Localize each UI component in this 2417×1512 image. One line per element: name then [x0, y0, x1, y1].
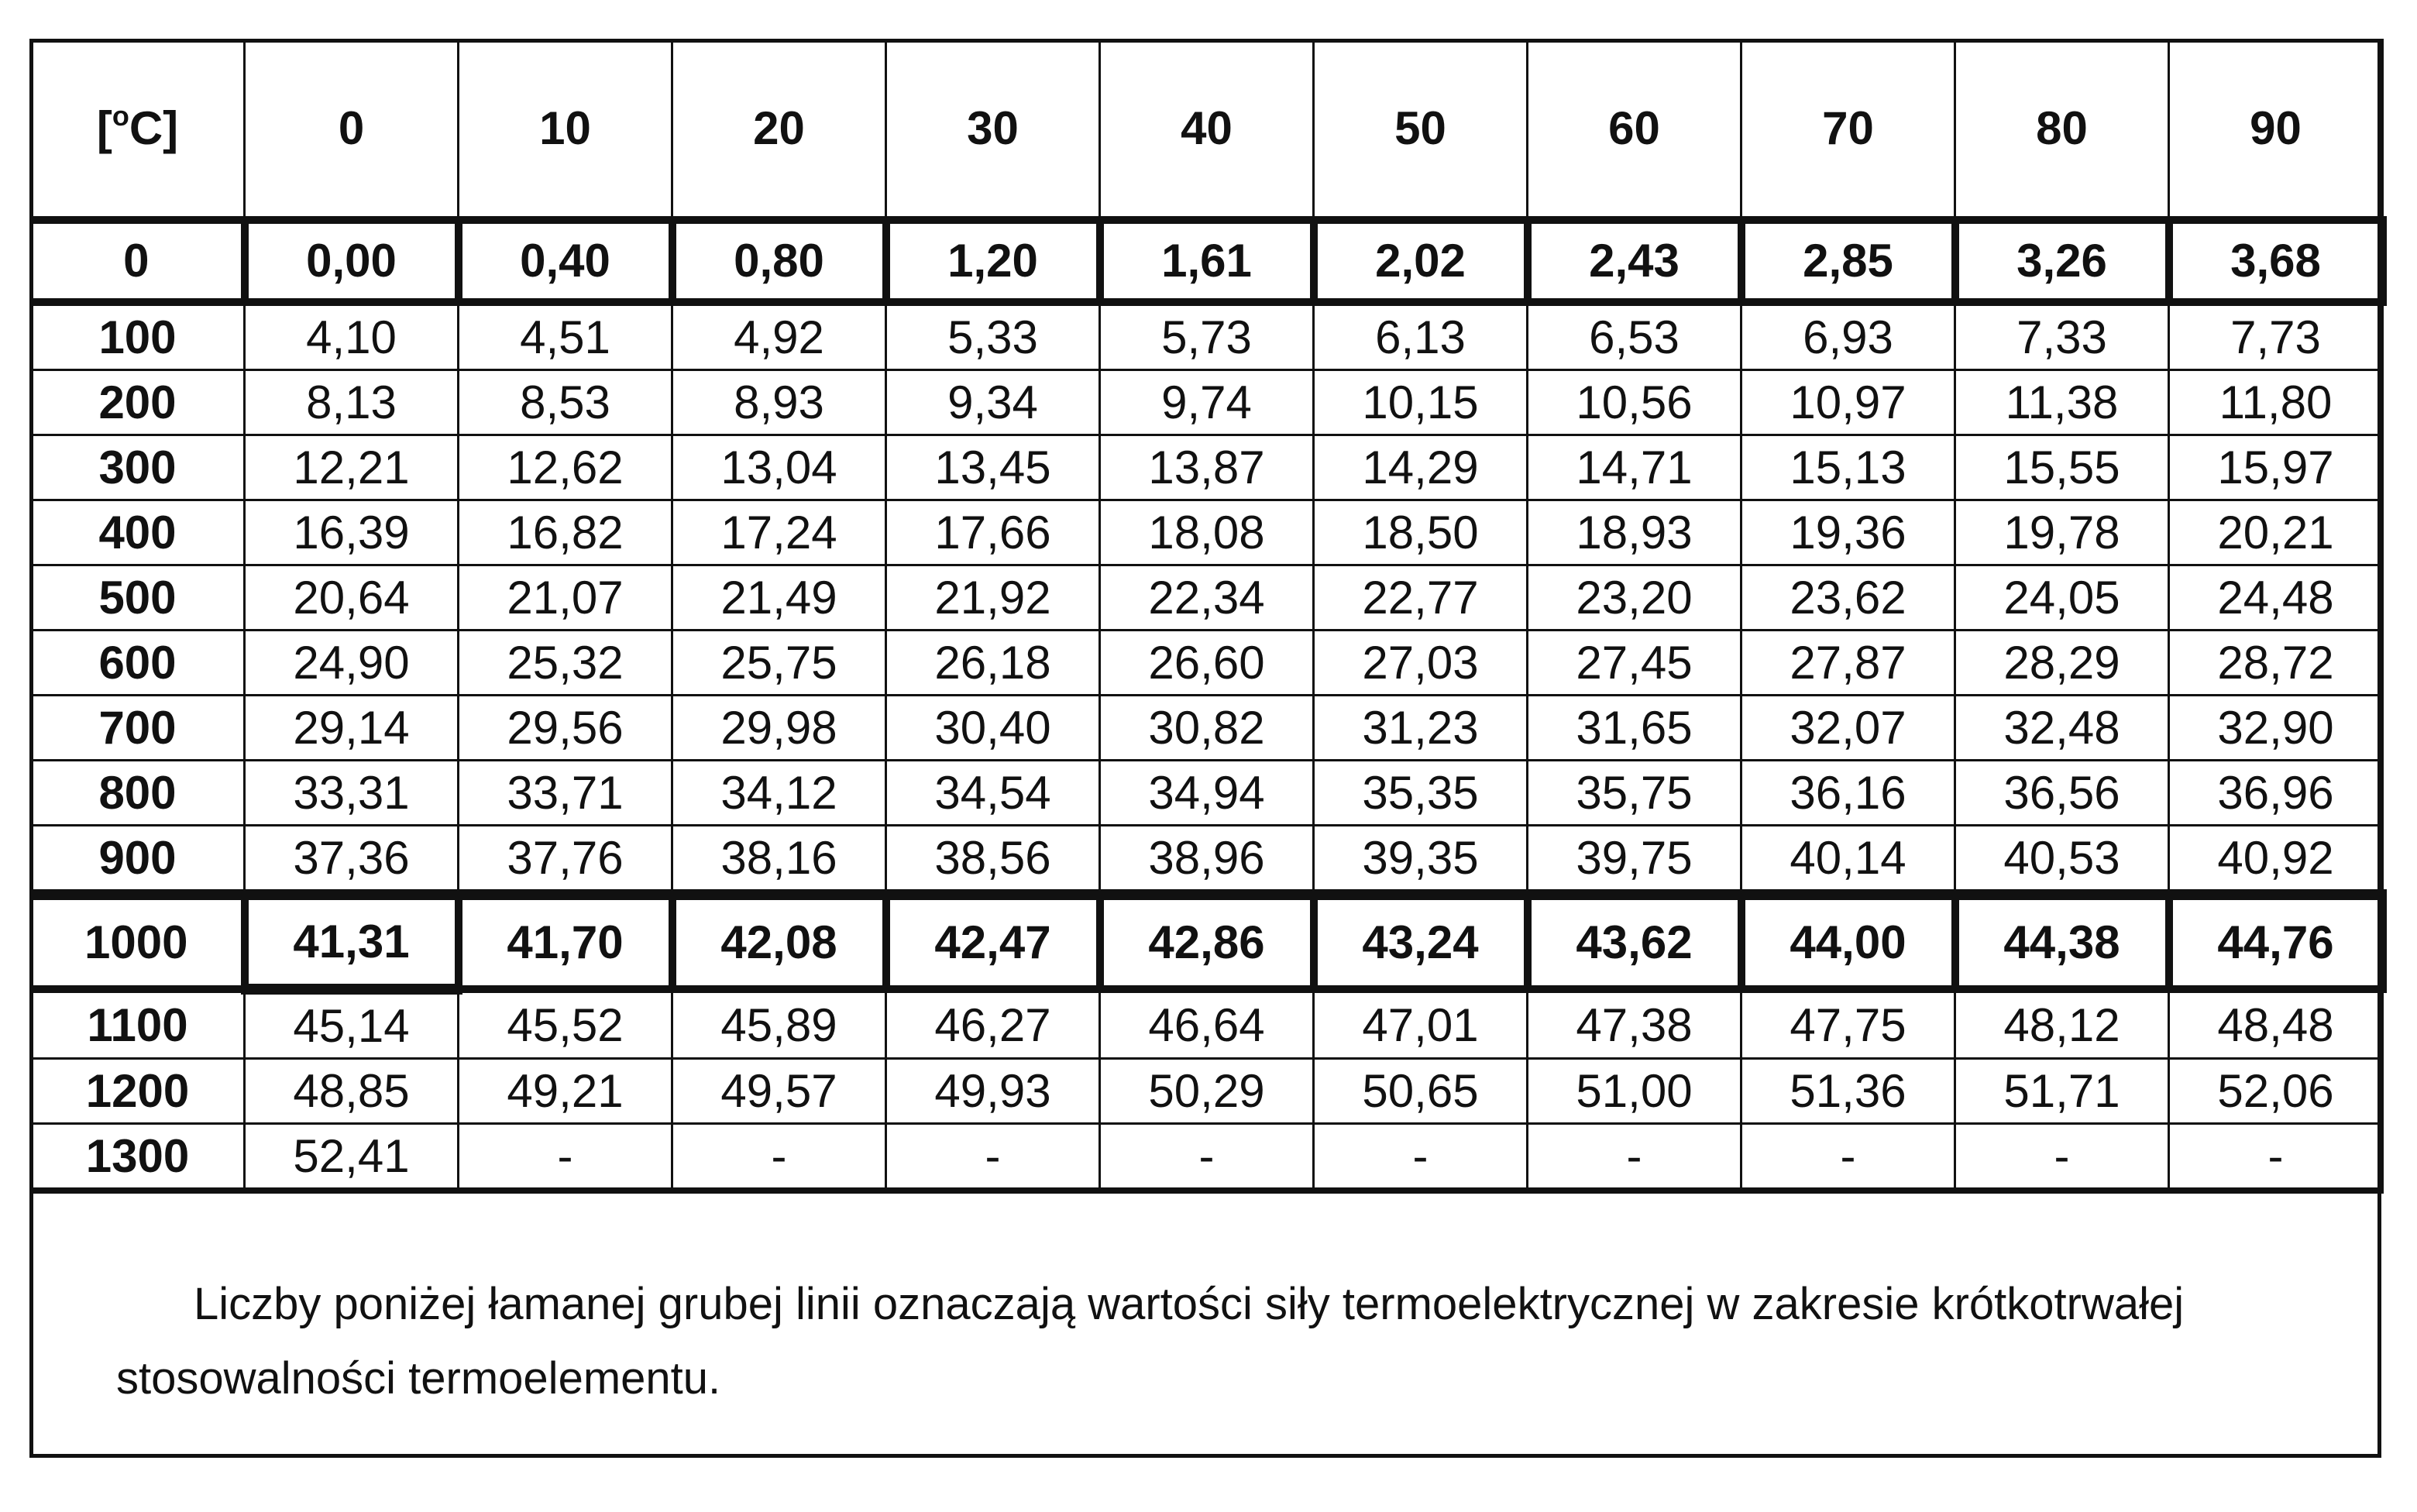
column-header: 20: [672, 40, 886, 221]
column-header: 80: [1955, 40, 2169, 221]
table-row: [31, 370, 2383, 435]
value-cell: 37,76: [459, 826, 672, 895]
table-row: [31, 435, 2383, 500]
value-cell: 44,38: [1955, 895, 2169, 989]
value-cell: 22,34: [1100, 565, 1314, 631]
value-cell: 18,93: [1528, 500, 1741, 565]
value-cell: 47,75: [1741, 989, 1955, 1059]
thermocouple-emf-table: [29, 39, 2387, 1194]
value-cell: 3,26: [1955, 220, 2169, 302]
value-cell: 8,93: [672, 370, 886, 435]
value-cell: 47,38: [1528, 989, 1741, 1059]
value-cell: 41,70: [459, 895, 672, 989]
value-cell: 25,75: [672, 631, 886, 696]
value-cell: 51,36: [1741, 1059, 1955, 1124]
value-cell: 46,27: [886, 989, 1100, 1059]
table-row: [31, 302, 2383, 370]
value-cell: 33,71: [459, 761, 672, 826]
value-cell: 40,53: [1955, 826, 2169, 895]
value-cell: 22,77: [1314, 565, 1528, 631]
value-cell: 8,53: [459, 370, 672, 435]
value-cell: 29,98: [672, 696, 886, 761]
value-cell: 49,57: [672, 1059, 886, 1124]
value-cell: -: [672, 1124, 886, 1191]
value-cell: 48,85: [245, 1059, 459, 1124]
value-cell: 6,93: [1741, 302, 1955, 370]
value-cell: 6,13: [1314, 302, 1528, 370]
value-cell: 52,06: [2169, 1059, 2383, 1124]
column-header: 60: [1528, 40, 1741, 221]
table-row: [31, 696, 2383, 761]
value-cell: -: [1528, 1124, 1741, 1191]
value-cell: 26,18: [886, 631, 1100, 696]
value-cell: 30,40: [886, 696, 1100, 761]
value-cell: 36,16: [1741, 761, 1955, 826]
table-row: [31, 631, 2383, 696]
row-label: 300: [31, 435, 245, 500]
value-cell: 12,62: [459, 435, 672, 500]
value-cell: 29,14: [245, 696, 459, 761]
row-label: 1000: [31, 895, 245, 989]
value-cell: 2,85: [1741, 220, 1955, 302]
value-cell: 4,92: [672, 302, 886, 370]
value-cell: 43,24: [1314, 895, 1528, 989]
unit-prefix: [: [96, 102, 112, 154]
value-cell: 6,53: [1528, 302, 1741, 370]
value-cell: 45,89: [672, 989, 886, 1059]
value-cell: 13,45: [886, 435, 1100, 500]
value-cell: 48,48: [2169, 989, 2383, 1059]
value-cell: 7,33: [1955, 302, 2169, 370]
column-header: 40: [1100, 40, 1314, 221]
value-cell: 15,55: [1955, 435, 2169, 500]
value-cell: 50,29: [1100, 1059, 1314, 1124]
corner-unit-cell: [31, 40, 245, 221]
value-cell: 10,15: [1314, 370, 1528, 435]
value-cell: 20,64: [245, 565, 459, 631]
value-cell: 34,94: [1100, 761, 1314, 826]
value-cell: 5,33: [886, 302, 1100, 370]
value-cell: 20,21: [2169, 500, 2383, 565]
value-cell: 16,82: [459, 500, 672, 565]
column-header: 50: [1314, 40, 1528, 221]
column-header: 10: [459, 40, 672, 221]
value-cell: 40,14: [1741, 826, 1955, 895]
value-cell: 38,16: [672, 826, 886, 895]
value-cell: 36,96: [2169, 761, 2383, 826]
value-cell: 14,29: [1314, 435, 1528, 500]
value-cell: 2,43: [1528, 220, 1741, 302]
value-cell: -: [1100, 1124, 1314, 1191]
value-cell: 48,12: [1955, 989, 2169, 1059]
header-row: [31, 40, 2383, 221]
value-cell: 11,38: [1955, 370, 2169, 435]
value-cell: 34,54: [886, 761, 1100, 826]
table-row: [31, 220, 2383, 302]
value-cell: 19,36: [1741, 500, 1955, 565]
value-cell: 42,47: [886, 895, 1100, 989]
value-cell: 18,08: [1100, 500, 1314, 565]
value-cell: 32,90: [2169, 696, 2383, 761]
value-cell: 9,74: [1100, 370, 1314, 435]
footnote-text: [116, 1267, 2285, 1416]
value-cell: 44,76: [2169, 895, 2383, 989]
value-cell: 0,80: [672, 220, 886, 302]
value-cell: 42,08: [672, 895, 886, 989]
value-cell: 33,31: [245, 761, 459, 826]
value-cell: 35,35: [1314, 761, 1528, 826]
value-cell: 45,14: [245, 989, 459, 1059]
value-cell: -: [886, 1124, 1100, 1191]
value-cell: 46,64: [1100, 989, 1314, 1059]
value-cell: 37,36: [245, 826, 459, 895]
value-cell: 49,21: [459, 1059, 672, 1124]
value-cell: 31,23: [1314, 696, 1528, 761]
table-row: [31, 1124, 2383, 1191]
value-cell: 45,52: [459, 989, 672, 1059]
row-label: 900: [31, 826, 245, 895]
value-cell: 4,51: [459, 302, 672, 370]
value-cell: 1,61: [1100, 220, 1314, 302]
value-cell: 28,72: [2169, 631, 2383, 696]
row-label: 600: [31, 631, 245, 696]
value-cell: 27,45: [1528, 631, 1741, 696]
row-label: 100: [31, 302, 245, 370]
table-row: [31, 826, 2383, 895]
value-cell: 51,71: [1955, 1059, 2169, 1124]
value-cell: 38,96: [1100, 826, 1314, 895]
row-label: 200: [31, 370, 245, 435]
value-cell: 8,13: [245, 370, 459, 435]
row-label: 700: [31, 696, 245, 761]
value-cell: 24,05: [1955, 565, 2169, 631]
value-cell: 27,87: [1741, 631, 1955, 696]
value-cell: 10,97: [1741, 370, 1955, 435]
value-cell: 30,82: [1100, 696, 1314, 761]
value-cell: 43,62: [1528, 895, 1741, 989]
table-row: [31, 761, 2383, 826]
value-cell: 0,40: [459, 220, 672, 302]
value-cell: 15,13: [1741, 435, 1955, 500]
value-cell: 34,12: [672, 761, 886, 826]
row-label: 800: [31, 761, 245, 826]
column-header: 70: [1741, 40, 1955, 221]
value-cell: 52,41: [245, 1124, 459, 1191]
column-header: 0: [245, 40, 459, 221]
value-cell: 2,02: [1314, 220, 1528, 302]
value-cell: 19,78: [1955, 500, 2169, 565]
value-cell: 26,60: [1100, 631, 1314, 696]
value-cell: 35,75: [1528, 761, 1741, 826]
unit-degree-sup: o: [112, 100, 129, 132]
value-cell: 21,07: [459, 565, 672, 631]
unit-suffix: C]: [129, 102, 179, 154]
row-label: 1200: [31, 1059, 245, 1124]
value-cell: 23,62: [1741, 565, 1955, 631]
value-cell: -: [2169, 1124, 2383, 1191]
table-body: [31, 40, 2383, 1191]
value-cell: 7,73: [2169, 302, 2383, 370]
value-cell: 24,90: [245, 631, 459, 696]
value-cell: 16,39: [245, 500, 459, 565]
value-cell: 13,04: [672, 435, 886, 500]
value-cell: 24,48: [2169, 565, 2383, 631]
value-cell: 5,73: [1100, 302, 1314, 370]
value-cell: -: [459, 1124, 672, 1191]
column-header: 90: [2169, 40, 2383, 221]
value-cell: 21,92: [886, 565, 1100, 631]
table-row: [31, 500, 2383, 565]
value-cell: 27,03: [1314, 631, 1528, 696]
value-cell: 4,10: [245, 302, 459, 370]
value-cell: 9,34: [886, 370, 1100, 435]
value-cell: 36,56: [1955, 761, 2169, 826]
value-cell: -: [1314, 1124, 1528, 1191]
value-cell: 42,86: [1100, 895, 1314, 989]
value-cell: 18,50: [1314, 500, 1528, 565]
value-cell: 39,35: [1314, 826, 1528, 895]
table-row: [31, 895, 2383, 989]
value-cell: 28,29: [1955, 631, 2169, 696]
value-cell: 38,56: [886, 826, 1100, 895]
value-cell: 31,65: [1528, 696, 1741, 761]
value-cell: 32,07: [1741, 696, 1955, 761]
value-cell: 39,75: [1528, 826, 1741, 895]
value-cell: 0,00: [245, 220, 459, 302]
value-cell: 11,80: [2169, 370, 2383, 435]
footnote-body: Liczby poniżej łamanej grubej linii oznaczają wartości siły termoelektrycznej w zakresie krótkotrwałej stosowalności termoelementu.: [116, 1279, 2185, 1404]
value-cell: 15,97: [2169, 435, 2383, 500]
value-cell: 10,56: [1528, 370, 1741, 435]
value-cell: 1,20: [886, 220, 1100, 302]
value-cell: 17,24: [672, 500, 886, 565]
table-row: [31, 989, 2383, 1059]
value-cell: 14,71: [1528, 435, 1741, 500]
value-cell: -: [1955, 1124, 2169, 1191]
value-cell: 21,49: [672, 565, 886, 631]
row-label: 400: [31, 500, 245, 565]
value-cell: -: [1741, 1124, 1955, 1191]
table-row: [31, 565, 2383, 631]
value-cell: 25,32: [459, 631, 672, 696]
column-header: 30: [886, 40, 1100, 221]
value-cell: 13,87: [1100, 435, 1314, 500]
value-cell: 47,01: [1314, 989, 1528, 1059]
table-row: [31, 1059, 2383, 1124]
value-cell: 12,21: [245, 435, 459, 500]
row-label: 500: [31, 565, 245, 631]
value-cell: 32,48: [1955, 696, 2169, 761]
value-cell: 50,65: [1314, 1059, 1528, 1124]
value-cell: 17,66: [886, 500, 1100, 565]
row-label: 1100: [31, 989, 245, 1059]
value-cell: 3,68: [2169, 220, 2383, 302]
value-cell: 49,93: [886, 1059, 1100, 1124]
row-label: 0: [31, 220, 245, 302]
value-cell: 41,31: [245, 895, 459, 989]
row-label: 1300: [31, 1124, 245, 1191]
value-cell: 44,00: [1741, 895, 1955, 989]
value-cell: 51,00: [1528, 1059, 1741, 1124]
value-cell: 23,20: [1528, 565, 1741, 631]
value-cell: 40,92: [2169, 826, 2383, 895]
value-cell: 29,56: [459, 696, 672, 761]
